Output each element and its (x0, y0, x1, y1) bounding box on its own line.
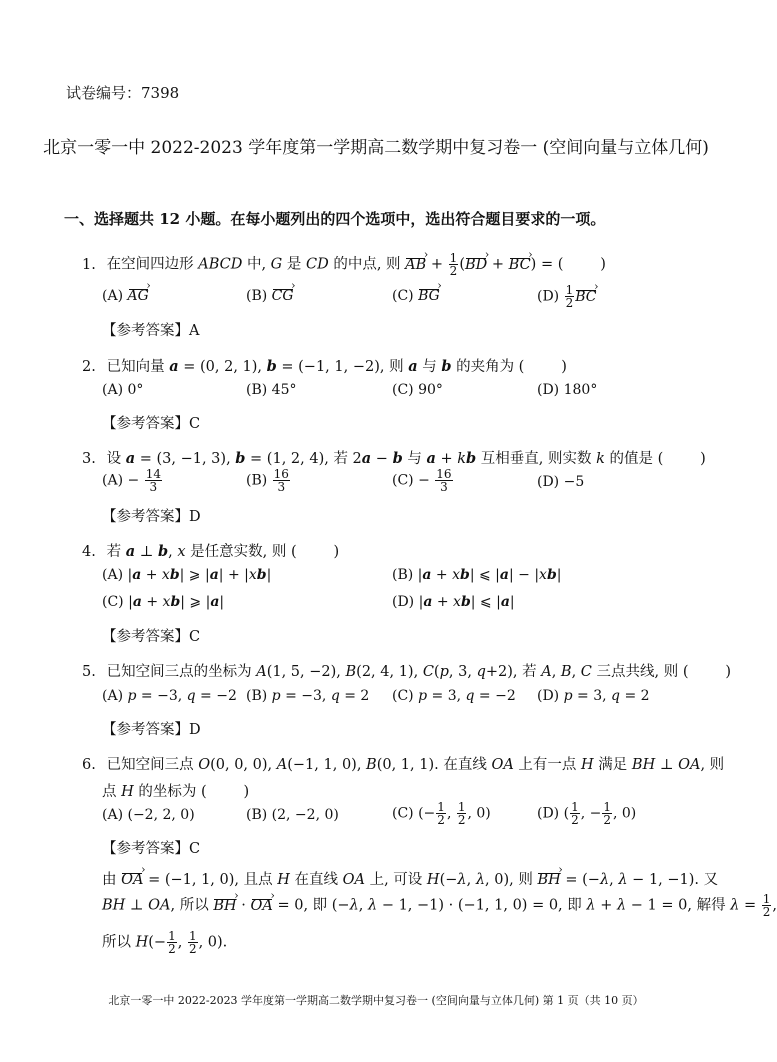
question-3-answer: 【参考答案】D (102, 509, 201, 525)
question-5-option-a: (A) p = −3, q = −2 (102, 688, 237, 704)
question-2-option-c: (C) 90° (392, 382, 443, 398)
question-5-option-d: (D) p = 3, q = 2 (537, 688, 650, 704)
question-4-option-a: (A) |a + xb| ⩾ |a| + |xb| (102, 567, 272, 583)
question-1-option-d: (D) $\frac{1}{2}$ BC › (537, 284, 597, 309)
exam-serial: 试卷编号：7398 (66, 84, 180, 102)
question-3-stem: 3. 设 a = (3, −1, 3), b = (1, 2, 4), 若 2a − b 与 a + kb 互相垂直, 则实数 k 的值是 ( ) (82, 450, 706, 467)
question-2-answer: 【参考答案】C (102, 416, 201, 432)
question-4-option-c: (C) |a + xb| ⩾ |a| (102, 594, 225, 610)
question-5-option-b: (B) p = −3, q = 2 (246, 688, 370, 704)
question-3-option-d: (D) −5 (537, 474, 585, 490)
question-6-option-a: (A) (−2, 2, 0) (102, 807, 195, 823)
question-4-stem: 4. 若 a ⊥ b, x 是任意实数, 则 ( ) (82, 543, 340, 560)
question-4-option-b: (B) |a + xb| ⩽ |a| − |xb| (392, 567, 562, 583)
question-3-option-c: (C) − $\frac{16}{3}$ (392, 467, 452, 494)
solution-line-3: 所以 H(− $\frac{1}{2}$ , $\frac{1}{2}$ , 0). (102, 929, 228, 956)
section-heading: 一、选择题共 12 小题。在每小题列出的四个选项中，选出符合题目要求的一项。 (64, 210, 606, 228)
question-6-option-d: (D) ( $\frac{1}{2}$ , − $\frac{1}{2}$ , 0) (537, 800, 637, 827)
page-title: 北京一零一中 2022-2023 学年度第一学期高二数学期中复习卷一 (空间向量与立体几何) (43, 138, 709, 158)
question-5-answer: 【参考答案】D (102, 722, 201, 738)
question-6-option-b: (B) (2, −2, 0) (246, 807, 339, 823)
page-footer: 北京一零一中 2022-2023 学年度第一学期高二数学期中复习卷一 (空间向量与立体几何) 第 1 页（共 10 页） (108, 994, 644, 1007)
solution-line-2: BH ⊥ OA, 所以 BH › · OA › = 0, 即 (−λ, λ − 1, −1) · (−1, 1, 0) = 0, 即 λ + λ − 1 = 0, 解得 λ = $\frac{1}{2}$ , (102, 893, 777, 918)
question-5-stem: 5. 已知空间三点的坐标为 A(1, 5, −2), B(2, 4, 1), C(p, 3, q+2), 若 A, B, C 三点共线, 则 ( ) (82, 664, 732, 680)
question-2-option-b: (B) 45° (246, 382, 297, 398)
question-1-option-c: (C) BG › (392, 288, 440, 304)
question-1-option-b: (B) CG › (246, 288, 294, 304)
question-1-option-a: (A) AG › (102, 288, 149, 304)
question-3-option-b: (B) $\frac{16}{3}$ (246, 467, 289, 494)
question-5-option-c: (C) p = 3, q = −2 (392, 688, 516, 704)
question-6-stem-line1: 6. 已知空间三点 O(0, 0, 0), A(−1, 1, 0), B(0, 1, 1). 在直线 OA 上有一点 H 满足 BH ⊥ OA, 则 (82, 757, 725, 773)
question-6-stem-line2: 点 H 的坐标为 ( ) (102, 784, 250, 800)
question-2-option-d: (D) 180° (537, 382, 598, 398)
question-4-option-d: (D) |a + xb| ⩽ |a| (392, 594, 515, 610)
question-1-answer: 【参考答案】A (102, 323, 200, 339)
question-2-stem: 2. 已知向量 a = (0, 2, 1), b = (−1, 1, −2), 则 a 与 b 的夹角为 ( ) (82, 358, 567, 375)
question-2-option-a: (A) 0° (102, 382, 144, 398)
question-1-stem: 1. 在空间四边形 ABCD 中, G 是 CD 的中点, 则 AB › + $\frac{1}{2}$ (BD › + BC ›) = ( ) (82, 252, 606, 277)
question-3-option-a: (A) − $\frac{14}{3}$ (102, 467, 161, 494)
question-6-answer: 【参考答案】C (102, 841, 201, 857)
question-6-option-c: (C) (− $\frac{1}{2}$ , $\frac{1}{2}$ , 0) (392, 800, 491, 827)
solution-line-1: 由 OA › = (−1, 1, 0), 且点 H 在直线 OA 上, 可设 H(−λ, λ, 0), 则 BH › = (−λ, λ − 1, −1). 又 (102, 868, 718, 889)
question-4-answer: 【参考答案】C (102, 629, 201, 645)
